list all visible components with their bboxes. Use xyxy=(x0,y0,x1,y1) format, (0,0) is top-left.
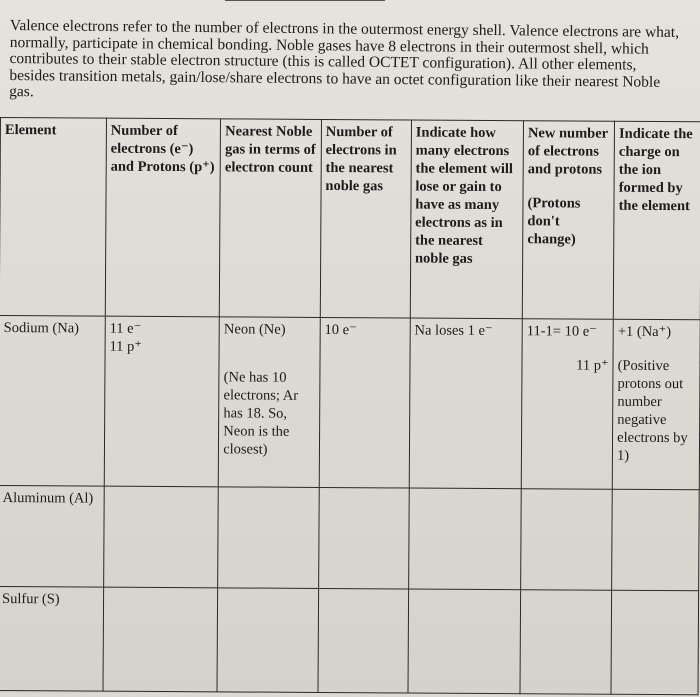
header-indicate-charge: Indicate the charge on the ion formed by the element xyxy=(613,121,700,320)
sodium-charge: +1 (Na⁺) xyxy=(617,323,672,341)
cell-noble-aluminum[interactable] xyxy=(218,487,319,589)
cell-new-sodium xyxy=(521,319,613,490)
sodium-charge-note: (Positive protons out number negative electrons by 1) xyxy=(617,357,688,464)
cell-element-sulfur: Sulfur (S) xyxy=(0,586,104,691)
valence-table-wrapper xyxy=(0,117,700,697)
cell-num-noble-sulfur[interactable] xyxy=(318,588,409,693)
header-nearest-noble-gas: Nearest Noble gas in terms of electron count xyxy=(220,119,322,318)
cell-element-aluminum: Aluminum (Al) xyxy=(0,485,104,587)
table-row-sulfur xyxy=(0,586,699,694)
sodium-noble-gas: Neon (Ne) xyxy=(223,321,286,338)
cell-electrons-sodium xyxy=(104,316,219,487)
intro-paragraph: Valence electrons refer to the number of electrons in the outermost energy shell. Valence electrons are what, normally, participate in chemical bonding. Noble gases have 8 electrons in their outermost shell, which contributes to their stable electron structure (this is called OCTET configuration). All other elements, besides transition metals, gain/lose/share electrons to have an octet configuration like their nearest Noble gas. xyxy=(9,17,680,101)
header-number-in-noble-gas: Number of electrons in the nearest noble gas xyxy=(320,119,411,318)
cell-charge-sulfur[interactable] xyxy=(611,590,698,695)
cell-electrons-sulfur[interactable] xyxy=(103,587,218,692)
top-rule xyxy=(225,0,385,1)
cell-noble-sulfur[interactable] xyxy=(217,588,318,693)
sodium-noble-note: (Ne has 10 electrons; Ar has 18. So, Neon is the closest) xyxy=(223,369,299,458)
cell-charge-aluminum[interactable] xyxy=(612,489,699,591)
cell-indicate-sodium: Na loses 1 e⁻ xyxy=(409,318,522,489)
header-new-number xyxy=(522,121,614,320)
cell-noble-sodium xyxy=(218,317,320,488)
cell-num-noble-aluminum[interactable] xyxy=(318,487,409,589)
cell-new-aluminum[interactable] xyxy=(521,489,613,591)
header-number-of-electrons: Number of electrons (e⁻) and Protons (p⁺) xyxy=(105,118,221,317)
table-row-sodium xyxy=(0,315,700,489)
header-indicate-lose-gain: Indicate how many electrons the element will lose or gain to have as many electrons as in the nearest noble gas xyxy=(410,120,523,319)
header-element: Element xyxy=(0,118,106,317)
valence-electron-table xyxy=(0,117,700,695)
cell-electrons-aluminum[interactable] xyxy=(104,486,219,588)
cell-element-sodium: Sodium (Na) xyxy=(0,315,105,486)
cell-indicate-aluminum[interactable] xyxy=(408,488,521,590)
cell-charge-sodium xyxy=(612,319,700,490)
sodium-new-protons: 11 p⁺ xyxy=(576,357,609,374)
cell-new-sulfur[interactable] xyxy=(520,590,612,695)
sodium-protons: 11 p⁺ xyxy=(109,338,143,355)
header-new-number-text: New number of electrons and protons xyxy=(527,125,608,178)
sodium-electrons: 11 e⁻ xyxy=(109,320,142,337)
sodium-new-electrons: 11-1= 10 e⁻ xyxy=(526,323,597,340)
header-row xyxy=(0,118,700,320)
cell-indicate-sulfur[interactable] xyxy=(408,589,521,694)
header-new-number-note: (Protons don't change) xyxy=(527,195,581,248)
cell-num-noble-sodium: 10 e⁻ xyxy=(319,317,410,488)
table-row-aluminum xyxy=(0,485,699,590)
